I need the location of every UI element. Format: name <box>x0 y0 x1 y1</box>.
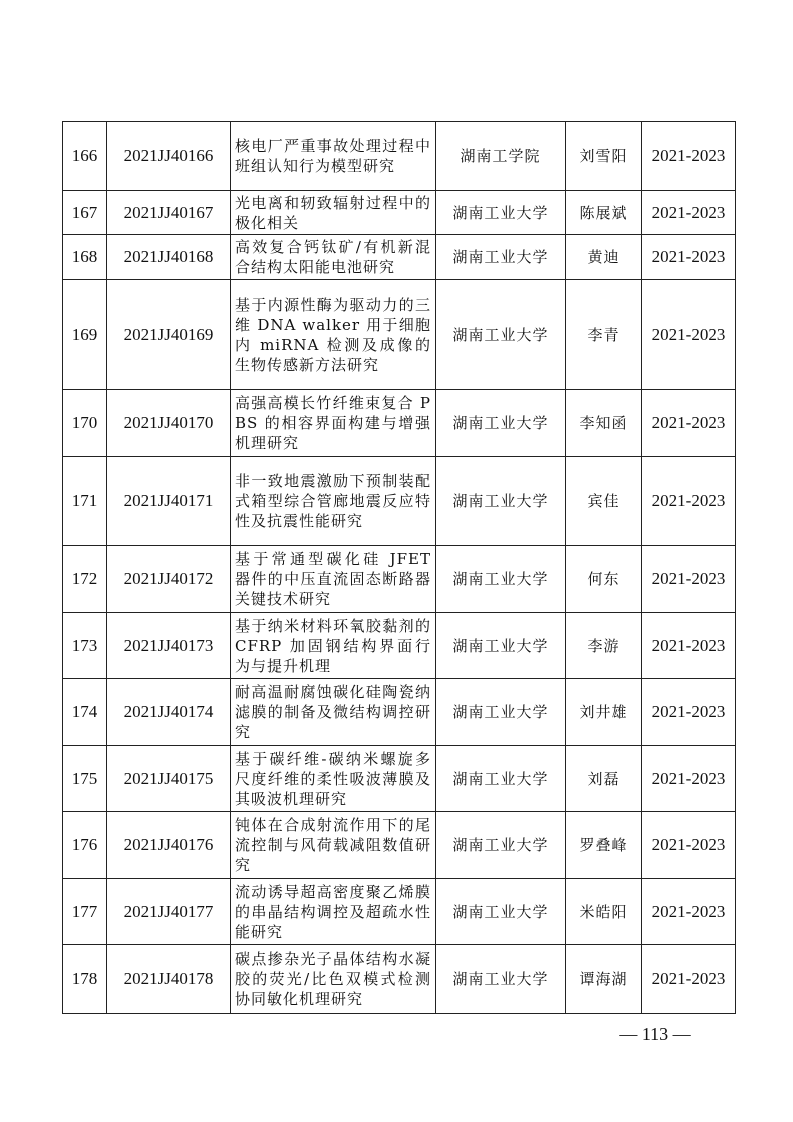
project-code: 2021JJ40172 <box>107 546 231 613</box>
project-table-body <box>63 122 736 1014</box>
row-seq: 167 <box>63 191 107 235</box>
project-leader: 李游 <box>566 613 642 679</box>
project-period: 2021-2023 <box>642 191 736 235</box>
project-title: 光电离和轫致辐射过程中的极化相关 <box>231 191 436 235</box>
project-period: 2021-2023 <box>642 746 736 812</box>
project-title: 高强高模长竹纤维束复合 PBS 的相容界面构建与增强机理研究 <box>231 390 436 457</box>
row-seq: 172 <box>63 546 107 613</box>
project-title: 高效复合钙钛矿/有机新混合结构太阳能电池研究 <box>231 235 436 280</box>
project-period: 2021-2023 <box>642 457 736 546</box>
project-title: 非一致地震激励下预制装配式箱型综合管廊地震反应特性及抗震性能研究 <box>231 457 436 546</box>
project-period: 2021-2023 <box>642 613 736 679</box>
row-seq: 173 <box>63 613 107 679</box>
project-leader: 宾佳 <box>566 457 642 546</box>
project-code: 2021JJ40168 <box>107 235 231 280</box>
project-leader: 刘雪阳 <box>566 122 642 191</box>
table-row <box>63 191 736 235</box>
project-leader: 刘井雄 <box>566 679 642 746</box>
project-leader: 谭海湖 <box>566 945 642 1014</box>
project-code: 2021JJ40171 <box>107 457 231 546</box>
project-leader: 黄迪 <box>566 235 642 280</box>
institution: 湖南工业大学 <box>436 613 566 679</box>
project-code: 2021JJ40167 <box>107 191 231 235</box>
project-table <box>62 121 736 1014</box>
page-number: — 113 — <box>619 1024 691 1044</box>
project-code: 2021JJ40170 <box>107 390 231 457</box>
project-code: 2021JJ40175 <box>107 746 231 812</box>
table-row <box>63 879 736 945</box>
table-row <box>63 235 736 280</box>
row-seq: 176 <box>63 812 107 879</box>
table-row <box>63 812 736 879</box>
row-seq: 170 <box>63 390 107 457</box>
row-seq: 174 <box>63 679 107 746</box>
project-code: 2021JJ40169 <box>107 280 231 390</box>
row-seq: 168 <box>63 235 107 280</box>
table-row <box>63 746 736 812</box>
project-code: 2021JJ40166 <box>107 122 231 191</box>
table-row <box>63 613 736 679</box>
project-title: 耐高温耐腐蚀碳化硅陶瓷纳滤膜的制备及微结构调控研究 <box>231 679 436 746</box>
project-period: 2021-2023 <box>642 122 736 191</box>
institution: 湖南工业大学 <box>436 879 566 945</box>
table-row <box>63 546 736 613</box>
row-seq: 175 <box>63 746 107 812</box>
project-leader: 陈展斌 <box>566 191 642 235</box>
project-code: 2021JJ40177 <box>107 879 231 945</box>
project-code: 2021JJ40178 <box>107 945 231 1014</box>
project-period: 2021-2023 <box>642 280 736 390</box>
table-row <box>63 390 736 457</box>
table-row <box>63 457 736 546</box>
project-title: 碳点掺杂光子晶体结构水凝胶的荧光/比色双模式检测协同敏化机理研究 <box>231 945 436 1014</box>
project-title: 基于碳纤维-碳纳米螺旋多尺度纤维的柔性吸波薄膜及其吸波机理研究 <box>231 746 436 812</box>
table-row <box>63 679 736 746</box>
institution: 湖南工业大学 <box>436 280 566 390</box>
project-period: 2021-2023 <box>642 235 736 280</box>
row-seq: 169 <box>63 280 107 390</box>
table-row <box>63 280 736 390</box>
project-code: 2021JJ40176 <box>107 812 231 879</box>
institution: 湖南工学院 <box>436 122 566 191</box>
project-period: 2021-2023 <box>642 679 736 746</box>
project-title: 钝体在合成射流作用下的尾流控制与风荷载减阻数值研究 <box>231 812 436 879</box>
project-period: 2021-2023 <box>642 945 736 1014</box>
table-row <box>63 945 736 1014</box>
institution: 湖南工业大学 <box>436 390 566 457</box>
institution: 湖南工业大学 <box>436 945 566 1014</box>
row-seq: 166 <box>63 122 107 191</box>
institution: 湖南工业大学 <box>436 812 566 879</box>
table-row <box>63 122 736 191</box>
project-leader: 李知函 <box>566 390 642 457</box>
project-leader: 刘磊 <box>566 746 642 812</box>
institution: 湖南工业大学 <box>436 546 566 613</box>
project-title: 流动诱导超高密度聚乙烯膜的串晶结构调控及超疏水性能研究 <box>231 879 436 945</box>
institution: 湖南工业大学 <box>436 235 566 280</box>
project-title: 基于纳米材料环氧胶黏剂的 CFRP 加固钢结构界面行为与提升机理 <box>231 613 436 679</box>
project-leader: 米皓阳 <box>566 879 642 945</box>
row-seq: 177 <box>63 879 107 945</box>
project-title: 基于内源性酶为驱动力的三维 DNA walker 用于细胞内 miRNA 检测及成像的生物传感新方法研究 <box>231 280 436 390</box>
row-seq: 171 <box>63 457 107 546</box>
project-title: 基于常通型碳化硅 JFET 器件的中压直流固态断路器关键技术研究 <box>231 546 436 613</box>
project-code: 2021JJ40174 <box>107 679 231 746</box>
row-seq: 178 <box>63 945 107 1014</box>
project-leader: 罗叠峰 <box>566 812 642 879</box>
project-code: 2021JJ40173 <box>107 613 231 679</box>
project-leader: 李青 <box>566 280 642 390</box>
project-period: 2021-2023 <box>642 812 736 879</box>
institution: 湖南工业大学 <box>436 457 566 546</box>
institution: 湖南工业大学 <box>436 191 566 235</box>
institution: 湖南工业大学 <box>436 679 566 746</box>
project-period: 2021-2023 <box>642 879 736 945</box>
project-title: 核电厂严重事故处理过程中班组认知行为模型研究 <box>231 122 436 191</box>
project-period: 2021-2023 <box>642 546 736 613</box>
institution: 湖南工业大学 <box>436 746 566 812</box>
project-period: 2021-2023 <box>642 390 736 457</box>
project-leader: 何东 <box>566 546 642 613</box>
